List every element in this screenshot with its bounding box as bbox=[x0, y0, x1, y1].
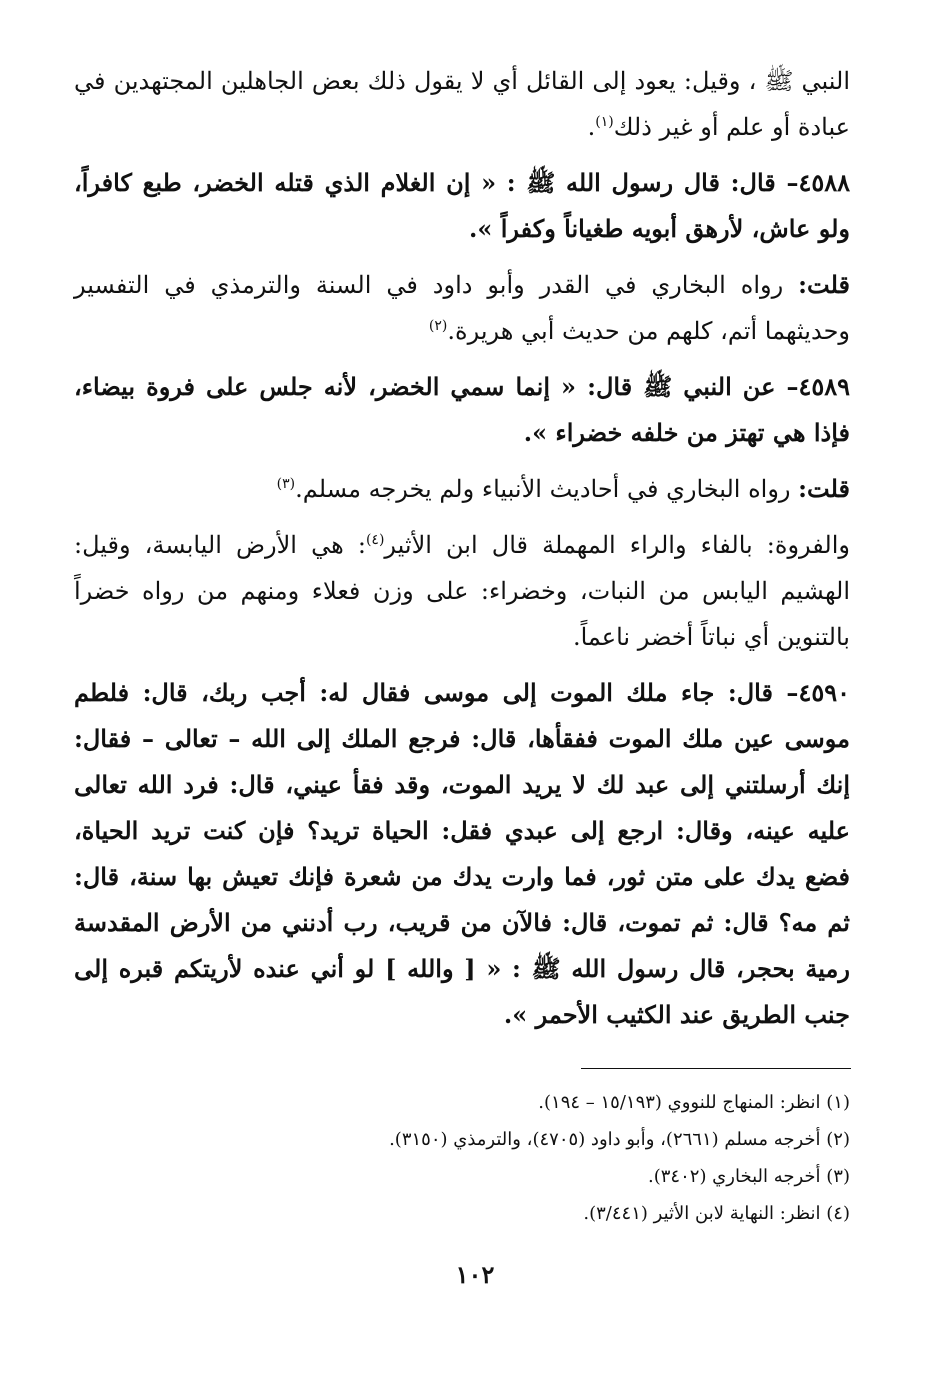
hadith-text: – قال: جاء ملك الموت إلى موسى فقال له: أجب ربك، قال: فلطم موسى عين ملك الموت ففقأها، قال: فرجع الملك إلى الله – تعالى – فقال: إنك أرسلتني إلى عبد لك لا يريد الموت، وقد فقأ عيني، قال: فرد الله تعالى عليه عينه، وقال: ارجع إلى عبدي فقل: الحياة تريد؟ فإن كنت تريد الحياة، فضع يدك على متن ثور، فما وارت يدك من شعرة فإنك تعيش بها سنة، قال: ثم مه؟ قال: ثم تموت، قال: فالآن من قريب، رب أدنني من الأرض المقدسة رمية بحجر، قال رسول الله ﷺ : « [ والله ] لو أني عنده لأريتكم قبره إلى جنب الطريق عند الكثيب الأحمر ». bbox=[74, 678, 851, 1029]
comment-label: قلت: bbox=[798, 270, 850, 299]
footnote-divider bbox=[581, 1068, 851, 1069]
footnote-4: (٤) انظر: النهاية لابن الأثير (٣/٤٤١). bbox=[583, 1203, 850, 1224]
explanation-paragraph bbox=[74, 522, 850, 660]
comment-label: قلت: bbox=[798, 474, 850, 503]
hadith-text: – عن النبي ﷺ قال: « إنما سمي الخضر، لأنه جلس على فروة بيضاء، فإذا هي تهتز من خلفه خضراء ». bbox=[74, 372, 850, 447]
footnotes bbox=[74, 1084, 850, 1232]
hadith-number: ٤٥٨٩ bbox=[798, 372, 851, 401]
footnote-ref-4: (٤) bbox=[365, 532, 385, 548]
hadith-text: – قال: قال رسول الله ﷺ : « إن الغلام الذي قتله الخضر، طبع كافراً، ولو عاش، لأرهق أبويه طغياناً وكفراً ». bbox=[74, 168, 850, 243]
intro-text: النبي ﷺ ، وقيل: يعود إلى القائل أي لا يقول ذلك بعض الجاهلين المجتهدين في عبادة أو علم أو غير ذلك bbox=[74, 67, 851, 141]
hadith-4590 bbox=[74, 670, 850, 1038]
hadith-number: ٤٥٩٠ bbox=[798, 678, 850, 707]
footnote-ref-2: (٢) bbox=[428, 318, 448, 334]
footnote-2: (٢) أخرجه مسلم (٢٦٦١)، وأبو داود (٤٧٠٥)، والترمذي (٣١٥٠). bbox=[389, 1129, 850, 1150]
explanation-text-a: والفروة: بالفاء والراء المهملة قال ابن الأثير bbox=[384, 531, 851, 559]
footnote-ref-1: (١) bbox=[595, 114, 614, 130]
footnote-3: (٣) أخرجه البخاري (٣٤٠٢). bbox=[648, 1166, 850, 1187]
footnote-1: (١) انظر: المنهاج للنووي (١٥/١٩٣ – ١٩٤). bbox=[538, 1092, 850, 1113]
hadith-4589 bbox=[74, 364, 850, 456]
comment-4588 bbox=[74, 262, 850, 354]
comment-text: رواه البخاري في القدر وأبو داود في السنة والترمذي في التفسير وحديثهما أتم، كلهم من حديث أبي هريرة. bbox=[74, 271, 850, 345]
comment-4589 bbox=[74, 466, 850, 512]
footnote-ref-3: (٣) bbox=[276, 476, 296, 492]
paragraph-intro: النبي ﷺ ، وقيل: يعود إلى القائل أي لا يقول ذلك بعض الجاهلين المجتهدين في عبادة أو علم أو غير ذلك$^{(١)}$. bbox=[74, 67, 851, 141]
hadith-4588 bbox=[74, 160, 850, 252]
main-text bbox=[74, 58, 850, 1048]
hadith-number: ٤٥٨٨ bbox=[798, 168, 850, 197]
explanation-text-b: : هي الأرض اليابسة، وقيل: الهشيم اليابس من النبات، وخضراء: على وزن فعلاء ومنهم من رواه خضراً بالتنوين أي نباتاً أخضر ناعماً. bbox=[74, 531, 850, 651]
page-number: ١٠٢ bbox=[455, 1260, 495, 1289]
comment-text: رواه البخاري في أحاديث الأنبياء ولم يخرجه مسلم. bbox=[295, 475, 791, 503]
